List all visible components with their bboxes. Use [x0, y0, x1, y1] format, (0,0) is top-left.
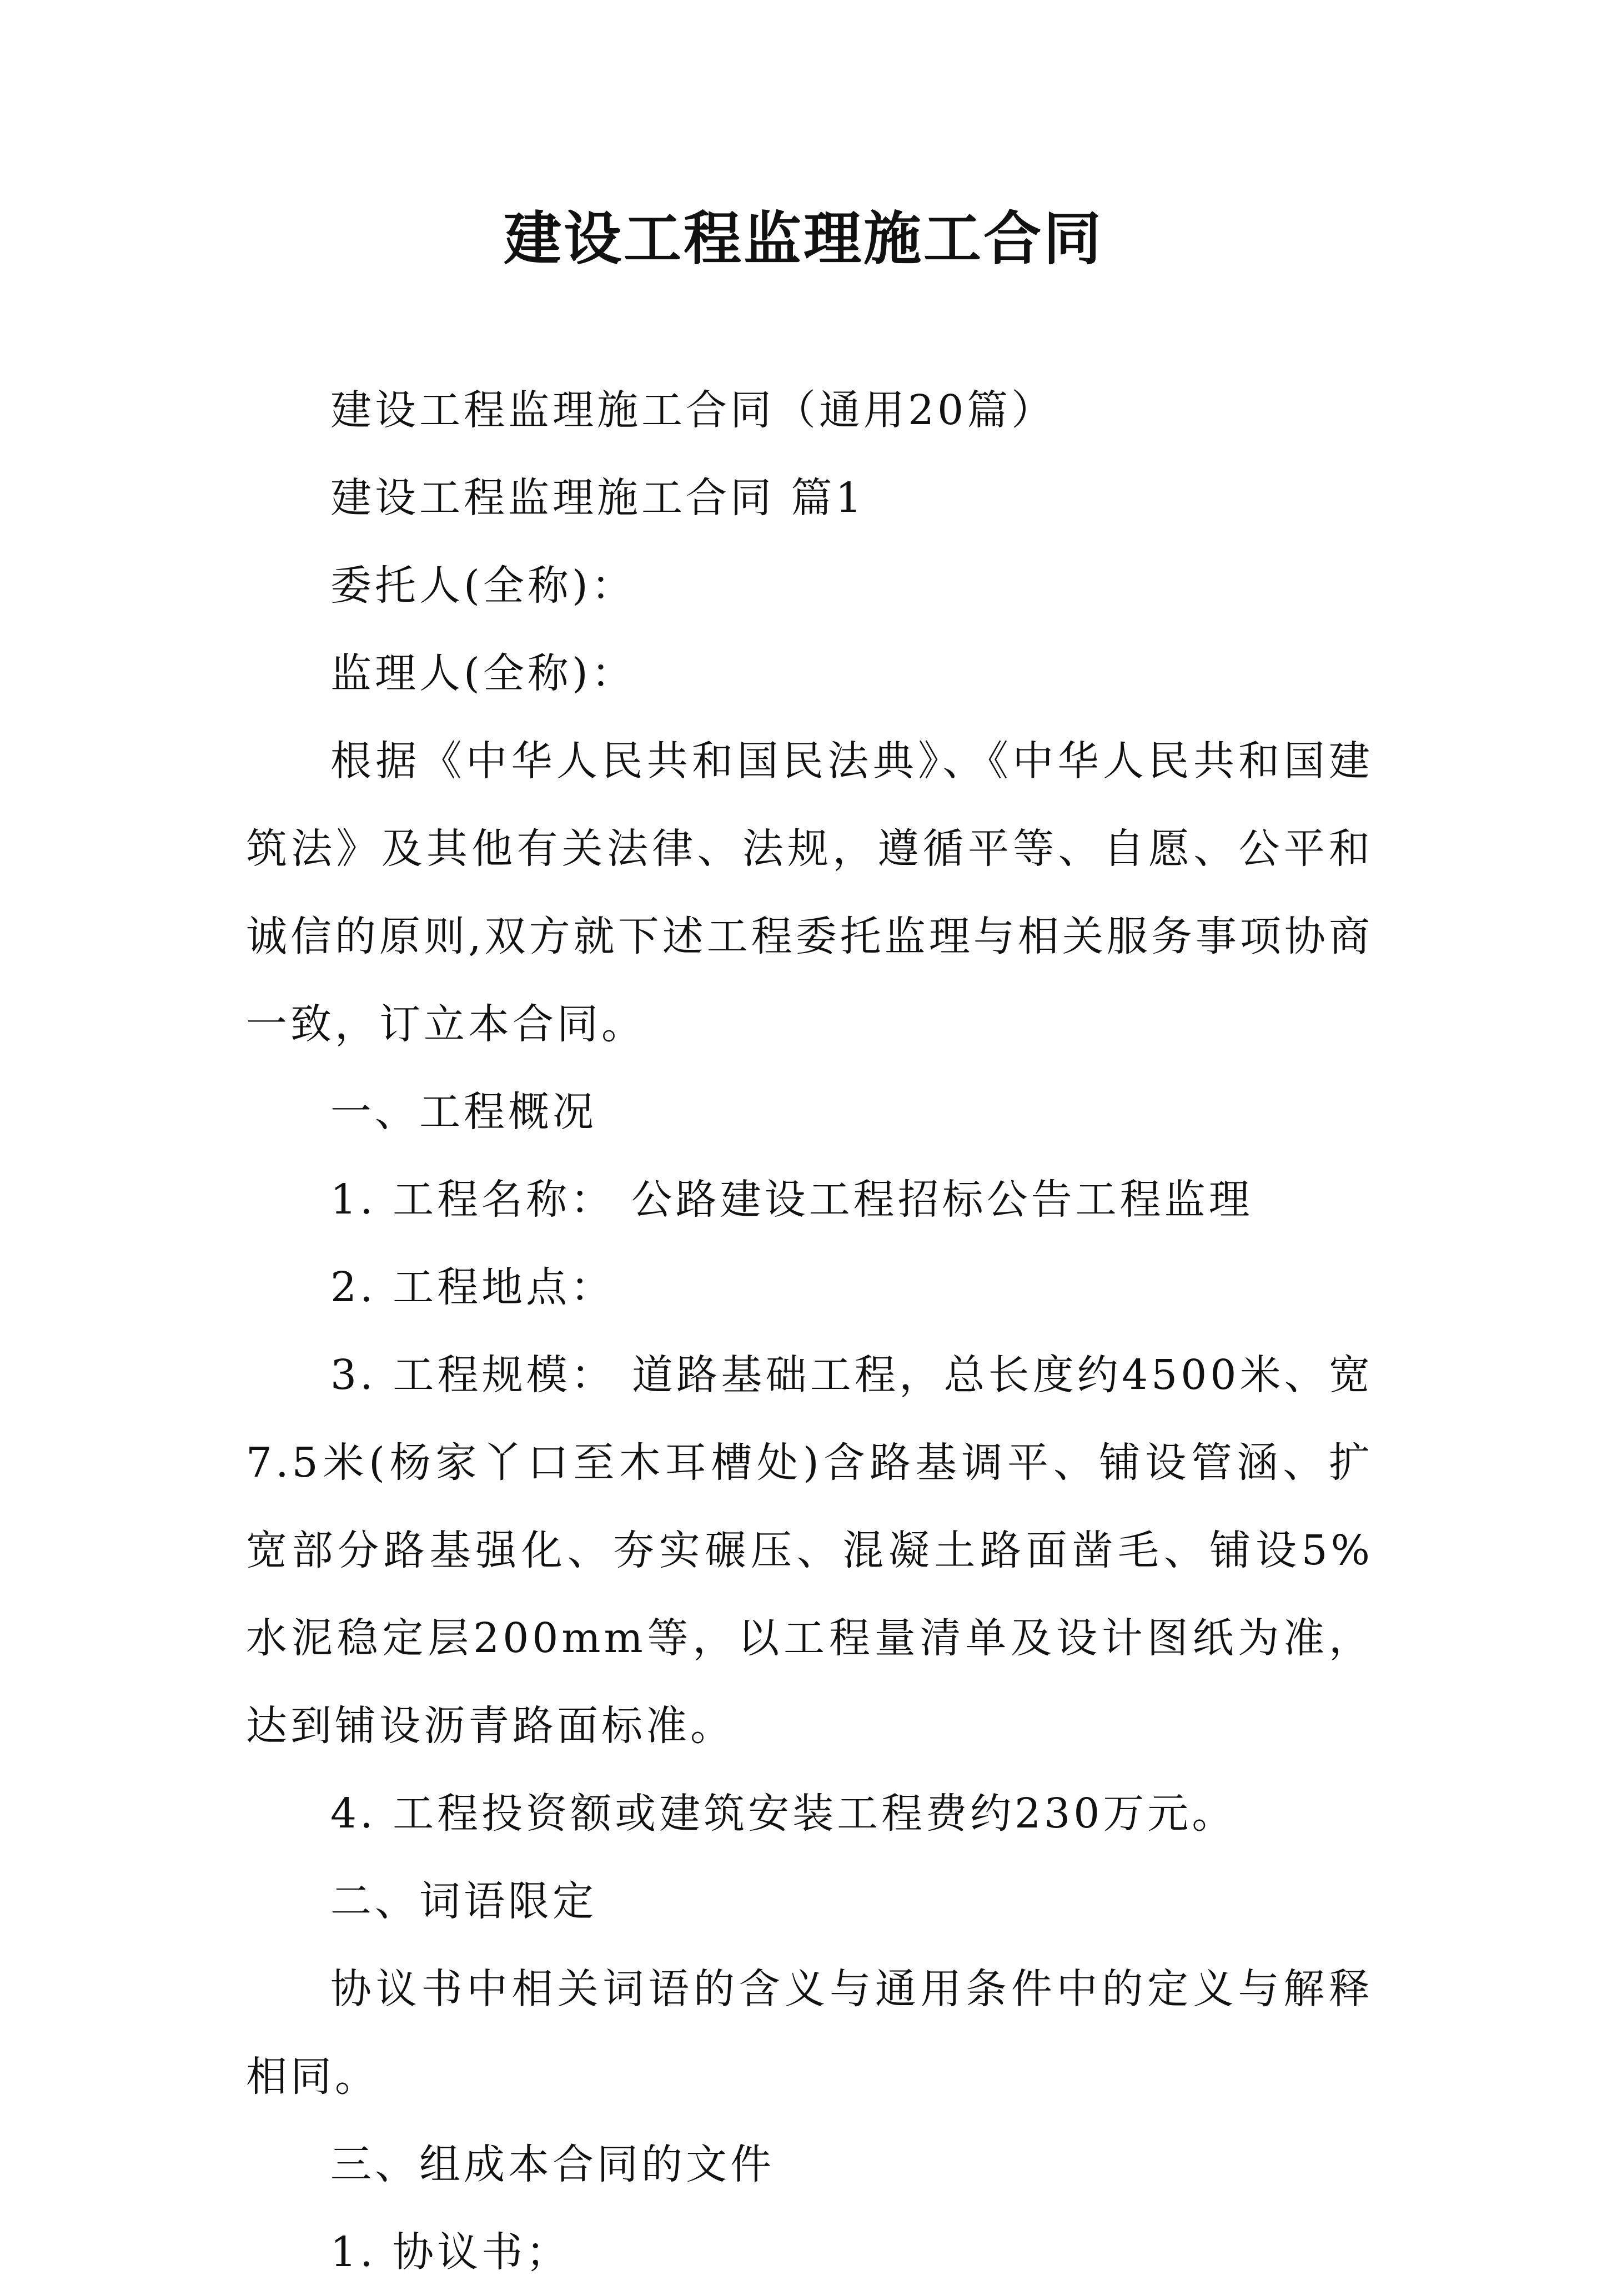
- paragraph-project-name: 1. 工程名称： 公路建设工程招标公告工程监理: [330, 1176, 1253, 1223]
- paragraph-preamble: 根据《中华人民共和国民法典》、《中华人民共和国建筑法》及其他有关法律、法规，遵循平等、自愿、公平和诚信的原则,双方就下述工程委托监理与相关服务事项协商一致，订立本合同。: [246, 737, 1373, 1048]
- paragraph-project-scale: 3. 工程规模： 道路基础工程，总长度约4500米、宽7.5米(杨家丫口至木耳槽处)含路基调平、铺设管涵、扩宽部分路基强化、夯实碾压、混凝土路面凿毛、铺设5%水泥稳定层200mm等，以工程量清单及设计图纸为准，达到铺设沥青路面标准。: [246, 1351, 1373, 1750]
- paragraph-definitions: 协议书中相关词语的含义与通用条件中的定义与解释相同。: [246, 1965, 1373, 2101]
- document-body: [246, 366, 1373, 2296]
- paragraph-project-location: 2. 工程地点：: [330, 1263, 615, 1311]
- paragraph-subtitle: 建设工程监理施工合同（通用20篇）: [330, 386, 1056, 434]
- document-title: 建设工程监理施工合同: [503, 204, 1103, 273]
- paragraph-heading-3: 三、组成本合同的文件: [330, 2141, 775, 2188]
- paragraph-heading-2: 二、词语限定: [330, 1877, 597, 1925]
- paragraph-document-list-1: 1. 协议书；: [330, 2228, 571, 2276]
- paragraph-project-investment: 4. 工程投资额或建筑安装工程费约230万元。: [330, 1790, 1237, 1837]
- paragraph-client: 委托人(全称)：: [330, 562, 636, 610]
- paragraph-heading-1: 一、工程概况: [330, 1088, 597, 1136]
- paragraph-supervisor: 监理人(全称)：: [330, 649, 636, 697]
- paragraph-section-heading: 建设工程监理施工合同 篇1: [330, 474, 865, 522]
